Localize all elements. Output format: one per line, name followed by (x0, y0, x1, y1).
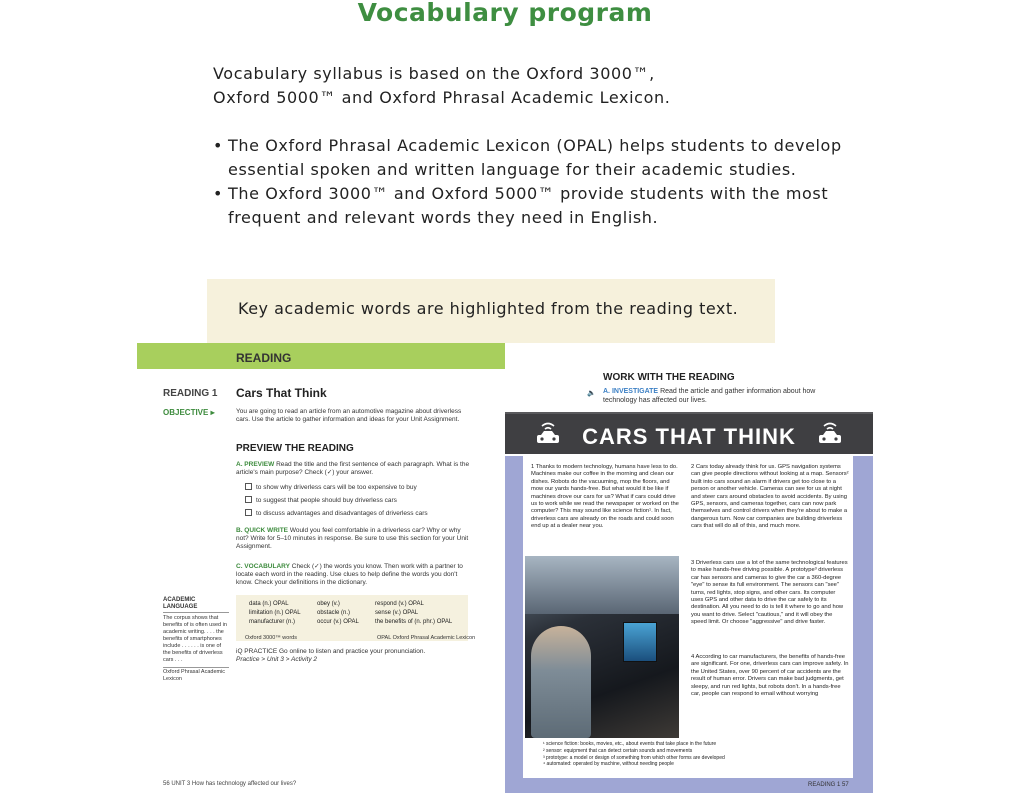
vocabulary-instruction: C. VOCABULARY Check (✓) the words you know. Then work with a partner to locate each word in the reading. Use clues to help define the words you don't know. Check your definitions in the dictionary. (236, 563, 463, 586)
paragraph-4: 4 According to car manufacturers, the benefits of hands-free are significant. For one, driverless cars can improve safety. In the United States, over 90 percent of car accidents are the result of human error. Drivers can make bad judgments, get sleepy, and run red lights, but robots don't. In a hands-free car, people can respond to email without worrying (691, 654, 849, 698)
left-book-page (137, 343, 505, 793)
choice-checkbox-3[interactable]: to discuss advantages and disadvantages of driverless cars (245, 509, 428, 517)
bullet-item: • The Oxford Phrasal Academic Lexicon (OPAL) helps students to develop essential spoken and written language for their academic studies. (213, 134, 853, 182)
footnotes (543, 741, 863, 768)
article-title: CARS THAT THINK (582, 424, 796, 449)
academic-language-foot: Oxford Phrasal Academic Lexicon (163, 667, 229, 683)
left-page-footer: 56 UNIT 3 How has technology affected our lives? (163, 781, 297, 787)
paragraph-2: 2 Cars today already think for us. GPS navigation systems can give people directions without looking at a map. Sensors² built into cars sound an alarm if drivers get too close to a person or another vehicle. Cameras can see for us at night and steer cars around obstacles to avoid accidents. By using GPS, sensors, and cameras together, cars can now park themselves and control drivers when they're about to make a dangerous turn. Now car companies are building driverless cars that will do all of this, and much more. (691, 464, 849, 530)
right-page-footer: READING 1 57 (808, 782, 849, 788)
intro-line-1: Vocabulary syllabus is based on the Oxford 3000™, (213, 64, 655, 83)
academic-language-text: The corpus shows that benefits of is often used in academic writing. . . . the benefits of smartphones include . . . . . . is one of the benefits of driverless cars . . . (163, 615, 227, 663)
reading-section-bar (137, 343, 505, 369)
footnote-item: ² sensor: equipment that can detect certain sounds and movements (543, 747, 693, 754)
driver-figure (531, 626, 591, 738)
vocab-word: obstacle (n.) (317, 610, 351, 616)
opal-key: OPAL Oxford Phrasal Academic Lexicon (377, 635, 476, 641)
intro-line-2: Oxford 5000™ and Oxford Phrasal Academic Lexicon. (213, 88, 671, 107)
page-title: Vocabulary program (357, 0, 653, 27)
callout-box (207, 279, 775, 343)
driverless-car-photo (525, 556, 679, 738)
vocab-word: manufacturer (n.) (249, 619, 296, 625)
article-body (523, 456, 853, 778)
objective-label: OBJECTIVE ▸ (163, 408, 215, 417)
feature-bullets (213, 134, 853, 230)
vocab-word: limitation (n.) OPAL (249, 610, 301, 616)
paragraph-1: 1 Thanks to modern technology, humans have less to do. Machines make our coffee in the morning and clean our dishes. Robots do the vacuuming, mop the floors, and mow our yards hands-free. But what would it be like if machines drove our cars for us? What if cars could drive us to work while we read the newspaper or worked on the computer? This may sound like science fiction¹. In fact, driverless cars are already on the roads and could soon end up at a dealer near you. (531, 464, 679, 530)
windshield (525, 556, 679, 614)
academic-language-sidebar (163, 597, 229, 683)
vocabulary-grid (249, 601, 469, 625)
paragraph-3: 3 Driverless cars use a lot of the same technological features to make hands-free driving possible. A prototype³ driverless car has sensors and cameras to give the car a 360-degree "eye" to sense its full environment. The sensors can "see" turns, red lights, stop signs, and other cars. Its computer uses GPS and other data to drive the car safely to its destination. All you need to do is tell it where to go and how you want to drive. Select "cautious," and it will obey the speed limit. Or choose "aggressive" and drive faster. (691, 560, 848, 626)
preview-instruction: A. PREVIEW Read the title and the first sentence of each paragraph. What is the article's main purpose? Check (✓) your answer. (236, 461, 470, 476)
section-label: READING (236, 351, 292, 365)
work-with-reading-heading: WORK WITH THE READING (603, 372, 735, 383)
car-wifi-icon (815, 420, 845, 448)
vocab-word: the benefits of (n. phr.) OPAL (375, 619, 453, 625)
reading-title: Cars That Think (236, 386, 327, 400)
preview-heading: PREVIEW THE READING (236, 443, 354, 454)
choice-checkbox-1[interactable]: to show why driverless cars will be too expensive to buy (245, 483, 417, 491)
intro-text (213, 62, 853, 110)
right-book-page (505, 356, 873, 793)
callout-text: Key academic words are highlighted from the reading text. (238, 299, 739, 318)
dashboard-screen (623, 622, 657, 662)
vocab-word: occur (v.) OPAL (317, 619, 359, 625)
investigate-instruction: A. INVESTIGATE Read the article and gather information about how technology has affected our lives. (603, 388, 816, 404)
objective-text: You are going to read an article from an automotive magazine about driverless cars. Use the article to gather information and ideas for your Unit Assignment. (236, 408, 462, 423)
footnote-item: ¹ science fiction: books, movies, etc., about events that take place in the future (543, 741, 717, 747)
article-frame (505, 456, 873, 793)
iq-practice-text: iQ PRACTICE Go online to listen and practice your pronunciation. (236, 648, 426, 655)
academic-language-heading: ACADEMIC LANGUAGE (163, 597, 229, 613)
iq-practice-path[interactable]: Practice > Unit 3 > Activity 2 (236, 656, 318, 663)
article-title-banner (505, 412, 873, 454)
vocab-word: sense (v.) OPAL (375, 610, 419, 616)
quick-write-instruction: B. QUICK WRITE Would you feel comfortable in a driverless car? Why or why not? Write for 5–10 minutes in response. Be sure to use this section for your Unit Assignment. (236, 527, 469, 550)
oxford-3000-key: Oxford 3000™ words (245, 635, 297, 641)
footnote-item: ⁴ automated: operated by machine, without needing people (543, 761, 674, 768)
reading-number-label: READING 1 (163, 388, 218, 399)
vocab-word: respond (v.) OPAL (375, 601, 424, 607)
bullet-item: • The Oxford 3000™ and Oxford 5000™ provide students with the most frequent and relevant words they need in English. (213, 182, 853, 230)
footnote-item: ³ prototype: a model or design of something from which other forms are developed (543, 754, 725, 761)
audio-speaker-icon[interactable]: 🔈 (587, 390, 596, 397)
choice-checkbox-2[interactable]: to suggest that people should buy driverless cars (245, 496, 397, 504)
vocab-word: data (n.) OPAL (249, 601, 289, 607)
vocab-word: obey (v.) (317, 601, 340, 607)
